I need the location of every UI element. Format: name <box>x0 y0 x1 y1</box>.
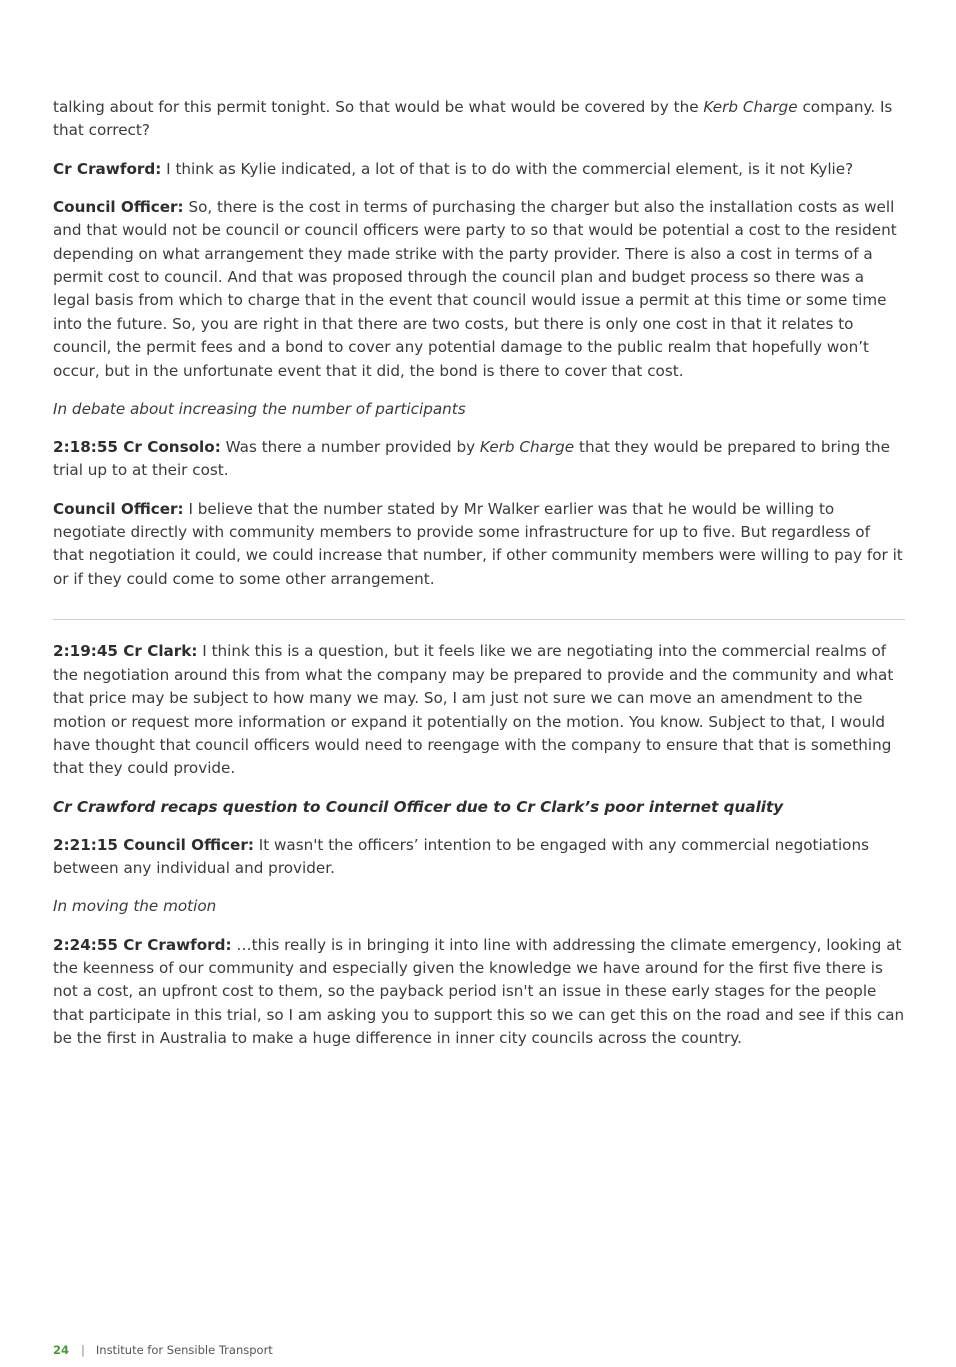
publisher-name: Institute for Sensible Transport <box>95 1343 273 1357</box>
paragraph-cr-crawford <box>53 934 905 1051</box>
paragraph-cr-consolo <box>53 436 905 483</box>
paragraph-continuation <box>53 96 905 143</box>
paragraph-cr-clark <box>53 640 905 780</box>
paragraph-text: I think this is a question, but it feels like we are negotiating into the commercial realms of the negotiation around this from what the company may be prepared to provide and the community and what that price may be subject to how many we may. So, I am just not sure we can move an amendment to the motion or request more information or expand it potentially on the motion. You know. Subject to that, I would have thought that council officers would need to reengage with the company to ensure that that is something that they could provide. <box>53 642 894 778</box>
speaker-label: 2:24:55 Cr Crawford: <box>53 935 232 954</box>
section-note: In moving the motion <box>53 897 217 916</box>
speaker-label: 2:18:55 Cr Consolo: <box>53 438 221 457</box>
paragraph-text: Was there a number provided by <box>220 438 480 457</box>
paragraph-text: I think as Kylie indicated, a lot of that is to do with the commercial element, is it not Kylie? <box>161 159 854 178</box>
speaker-label: 2:19:45 Cr Clark: <box>53 642 198 661</box>
speaker-label: 2:21:15 Council Officer: <box>53 835 254 854</box>
footer-separator: | <box>81 1343 85 1357</box>
speaker-label: Council Officer: <box>53 197 184 216</box>
speaker-label: Council Officer: <box>53 499 184 518</box>
section-note: In debate about increasing the number of participants <box>53 399 466 418</box>
company-name-emphasis: Kerb Charge <box>703 98 798 116</box>
section-divider <box>53 619 905 620</box>
paragraph-text: So, there is the cost in terms of purchasing the charger but also the installation costs as well and that would not be council or council officers were party to so that would be potential a cost to the resident depending on what arrangement they made strike with the party provider. There is also a cost in terms of a permit cost to council. And that was proposed through the council plan and budget process so there was a legal basis from which to charge that in the event that council would issue a permit at this time or some time into the future. So, you are right in that there are two costs, but there is only one cost in that it relates to council, the permit fees and a bond to cover any potential damage to the public realm that hopefully won’t occur, but in the unfortunate event that it did, the bond is there to cover that cost. <box>53 197 897 380</box>
paragraph-council-officer <box>53 498 905 592</box>
paragraph-council-officer <box>53 834 905 881</box>
paragraph-text: that they would be prepared to bring the trial up to at their cost. <box>53 438 890 480</box>
company-name-emphasis: Kerb Charge <box>479 438 575 457</box>
paragraph-text: It wasn't the officers’ intention to be engaged with any commercial negotiations between any individual and provider. <box>53 835 869 878</box>
paragraph-council-officer <box>53 196 905 383</box>
paragraph-text: …this really is in bringing it into line with addressing the climate emergency, looking at the keenness of our community and especially given the knowledge we have around for the first five there is not a cost, an upfront cost to them, so the payback period isn't an issue in these early stages for the people that participate in this trial, so I am asking you to support this so we can get this on the road and see if this can be the first in Australia to make a huge difference in inner city councils across the country. <box>53 935 905 1048</box>
page-footer <box>53 1342 273 1358</box>
paragraph-cr-crawford <box>53 158 905 181</box>
section-note-bold: Cr Crawford recaps question to Council Officer due to Cr Clark’s poor internet quality <box>53 797 784 816</box>
transcript-body <box>53 96 905 1065</box>
paragraph-text: talking about for this permit tonight. So that would be what would be covered by the <box>53 98 704 116</box>
speaker-label: Cr Crawford: <box>53 159 162 178</box>
paragraph-text: I believe that the number stated by Mr Walker earlier was that he would be willing to negotiate directly with community members to provide some infrastructure for up to five. But regardless of that negotiation it could, we could increase that number, if other community members were willing to pay for it or if they could come to some other arrangement. <box>53 499 903 588</box>
paragraph-text: company. Is that correct? <box>53 98 893 140</box>
page-number: 24 <box>53 1343 70 1357</box>
